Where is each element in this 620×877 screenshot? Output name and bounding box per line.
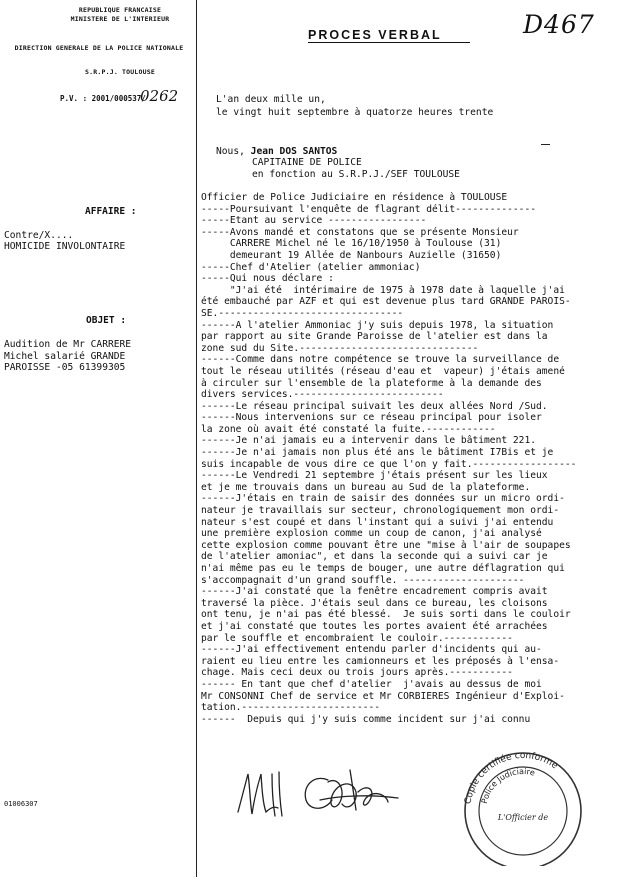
body-line: raient eu lieu entre les camionneurs et les préposés à l'ensa-: [201, 655, 560, 667]
body-line: -----Etant au service -----------------: [201, 215, 427, 227]
body-line: -----Qui nous déclare :: [201, 273, 334, 285]
body-line: une première explosion comme un coup de canon, j'ai analysé: [201, 528, 542, 540]
body-line: Officier de Police Judiciaire en résidence à TOULOUSE: [201, 192, 508, 203]
body-line: ------A l'atelier Ammoniac j'y suis depuis 1978, la situation: [201, 319, 554, 331]
stamp-middle-path: Police Judiciaire: [479, 766, 536, 805]
body-line: demeurant 19 Allée de Nanbours Auzielle (31650): [201, 249, 502, 261]
objet-line: Michel salarié GRANDE: [4, 351, 126, 362]
officer-intro: [216, 146, 337, 157]
objet-line: PAROISSE -05 61399305: [4, 362, 126, 373]
body-line: n'ai même pas eu le temps de bouger, une autre déflagration qui: [201, 563, 565, 574]
certification-stamp: [448, 736, 598, 866]
affaire-line: HOMICIDE INVOLONTAIRE: [4, 241, 126, 252]
body-line: nateur s'est coupé et dans l'instant qui a suivi j'ai entendu: [201, 516, 554, 528]
officer-prefix: Nous,: [216, 146, 245, 157]
objet-heading: OBJET :: [86, 315, 127, 326]
body-line: tout le réseau utilités (réseau d'eau et vapeur) j'étais amené: [201, 365, 565, 377]
pv-handwritten-number: 0262: [140, 87, 179, 105]
body-line: à circuler sur l'ensemble de la plateforme à la demande des: [201, 377, 542, 389]
stamp-outer-text: [463, 751, 559, 805]
date-line: le vingt huit septembre à quatorze heures trente: [216, 107, 494, 118]
body-line: et j'ai constaté que toutes les portes avaient été arrachées: [201, 620, 548, 632]
body-line: -----Chef d'Atelier (atelier ammoniac): [201, 261, 421, 273]
body-line: ------J'ai constaté que la fenêtre encadrement compris avait: [201, 586, 548, 598]
body-line: ------Le réseau principal suivait les deux allées Nord /Sud.: [201, 400, 548, 412]
body-line: tation.------------------------: [201, 702, 381, 714]
body-line: "J'ai été intérimaire de 1975 à 1978 date à laquelle j'ai: [201, 284, 565, 296]
body-line: cette explosion comme pouvant être une "mise à l'air de soupapes: [201, 539, 571, 551]
body-line: s'accompagnait d'un grand souffle. ---------------------: [201, 574, 525, 586]
margin-divider: [196, 0, 197, 877]
body-line: chage. Mais ceci deux ou trois jours après.-----------: [201, 667, 513, 679]
body-line: -----Avons mandé et constatons que se présente Monsieur: [201, 226, 519, 238]
affaire-heading: AFFAIRE :: [85, 206, 137, 217]
officer-mark: [541, 144, 550, 145]
body-line: de l'atelier amoniac", et dans la seconde qui a suivi car je: [201, 551, 548, 563]
header-direction: DIRECTION GENERALE DE LA POLICE NATIONALE: [14, 44, 184, 52]
body-line: été embauché par AZF et qui est devenue plus tard GRANDE PAROIS-: [201, 296, 571, 308]
body-line: ------J'étais en train de saisir des données sur un micro ordi-: [201, 493, 565, 505]
statement-body: [201, 192, 606, 725]
header-republic: REPUBLIQUE FRANCAISE: [78, 6, 162, 14]
body-line: ------Comme dans notre compétence se trouve la surveillance de: [201, 354, 560, 366]
body-line: ont tenu, je n'ai pas été blessé. Je suis sorti dans le couloir: [201, 609, 571, 621]
body-line: la zone où avait été constaté la fuite.------------: [201, 423, 496, 435]
date-line: L'an deux mille un,: [216, 94, 326, 105]
officer-signature: [305, 770, 398, 810]
body-line: ------Le Vendredi 21 septembre j'étais présent sur les lieux: [201, 470, 548, 482]
body-line: ------Je n'ai jamais non plus été ans le bâtiment I7Bis et je: [201, 447, 554, 459]
officer-function: en fonction au S.R.P.J./SEF TOULOUSE: [252, 169, 460, 180]
body-line: CARRERE Michel né le 16/10/1950 à Toulouse (31): [201, 238, 502, 250]
footer-code: 01006307: [4, 800, 38, 808]
body-line: ------ Depuis qui j'y suis comme incident sur j'ai connu: [201, 713, 531, 725]
witness-signature: [238, 772, 282, 816]
body-line: Mr CONSONNI Chef de service et Mr CORBIERES Ingénieur d'Exploi-: [201, 690, 565, 702]
body-line: divers services.--------------------------: [201, 389, 444, 401]
title-underline: [308, 42, 470, 43]
body-line: ------ En tant que chef d'atelier j'avais au dessus de moi: [201, 678, 542, 690]
page-title: PROCES VERBAL: [308, 28, 442, 42]
body-line: ------J'ai effectivement entendu parler d'incidents qui au-: [201, 644, 542, 656]
body-line: nateur je travaillais sur secteur, chronologiquement mon ordi-: [201, 505, 560, 517]
body-line: et je me trouvais dans un bureau au Sud de la plateforme.: [201, 481, 531, 493]
stamp-outer-path: Copie certifiée conforme: [463, 750, 560, 805]
document-code-handwritten: D467: [523, 10, 595, 39]
officer-name: Jean DOS SANTOS: [250, 146, 338, 157]
body-line: -----Poursuivant l'enquête de flagrant délit--------------: [201, 203, 537, 215]
body-line: zone sud du Site.-------------------------------: [201, 342, 479, 354]
objet-line: Audition de Mr CARRERE: [4, 339, 132, 350]
body-line: suis incapable de vous dire ce que l'on y fait.------------------: [201, 458, 577, 470]
body-line: par le souffle et encombraient le couloir.------------: [201, 632, 513, 644]
affaire-line: Contre/X....: [4, 230, 74, 241]
header-service: S.R.P.J. TOULOUSE: [85, 68, 155, 76]
stamp-label: L'Officier de: [497, 813, 549, 822]
body-line: traversé la pièce. J'étais seul dans ce bureau, les cloisons: [201, 597, 548, 609]
body-line: ------Je n'ai jamais eu a intervenir dans le bâtiment 221.: [201, 435, 537, 447]
body-line: SE.--------------------------------: [201, 307, 404, 319]
body-line: ------Nous intervenions sur ce réseau principal pour isoler: [201, 412, 542, 424]
header-ministry: MINISTERE DE L'INTERIEUR: [70, 15, 170, 23]
officer-rank: CAPITAINE DE POLICE: [252, 157, 362, 168]
pv-number: P.V. : 2001/000537/: [60, 94, 146, 103]
body-line: par rapport au site Grande Paroisse de l'atelier est dans la: [201, 331, 548, 343]
signatures: [228, 752, 448, 827]
